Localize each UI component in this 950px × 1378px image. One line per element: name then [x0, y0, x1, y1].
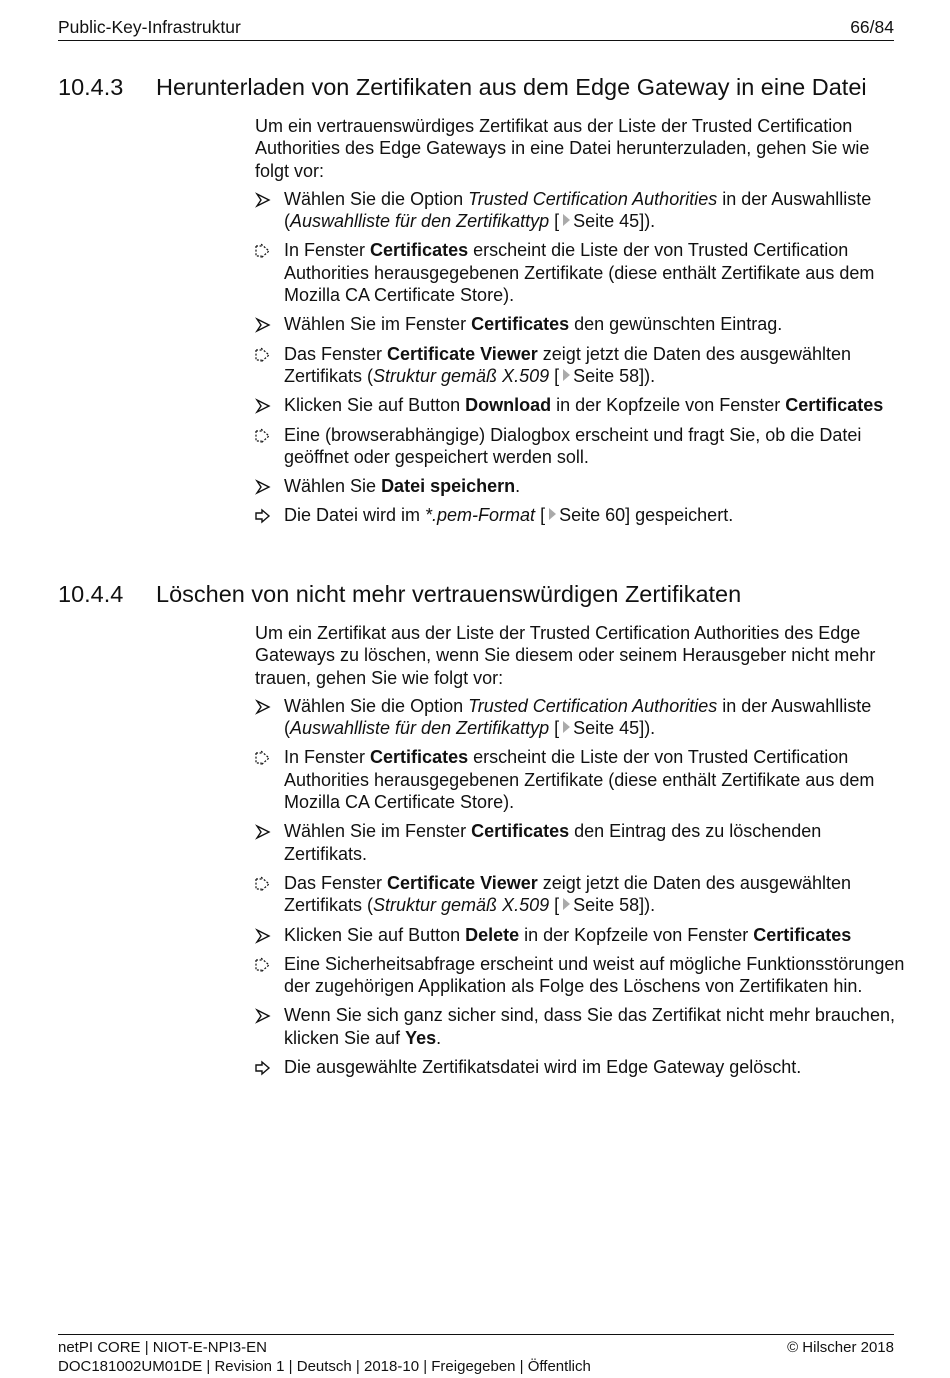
step-text	[284, 821, 821, 863]
step-text-part: [	[549, 895, 560, 916]
section-number: 10.4.3	[58, 74, 124, 100]
action-arrow-icon	[255, 928, 271, 944]
step-text-part: in der Kopfzeile von Fenster	[551, 395, 786, 416]
step-text-part: Klicken Sie auf Button	[284, 395, 466, 416]
action-arrow-icon	[255, 1008, 271, 1024]
step-item	[255, 820, 905, 865]
action-arrow-icon	[255, 479, 271, 495]
intermediate-result-icon	[255, 957, 271, 973]
step-text	[284, 1057, 801, 1077]
ui-term: Datei speichern	[381, 476, 516, 497]
step-item	[255, 239, 905, 306]
step-text-part: Wählen Sie die Option	[284, 695, 469, 716]
page-footer	[58, 1334, 894, 1376]
emphasis-term: Auswahlliste für den Zertifikattyp	[290, 718, 550, 739]
section-intro: Um ein vertrauenswürdiges Zertifikat aus der Liste der Trusted Certification Authorities des Edge Gateways in eine Datei herunterzuladen, gehen Sie wie folgt vor:	[255, 116, 870, 181]
step-text-part: in der Auswahlliste (	[284, 188, 872, 232]
section-body	[255, 115, 905, 534]
step-text	[284, 954, 904, 996]
step-text-part: Eine Sicherheitsabfrage erscheint und weist auf mögliche Funktionsstörungen der zugehörigen Applikation als Folge des Löschens von Zertifikaten hin.	[284, 953, 905, 997]
footer-copyright: © Hilscher 2018	[787, 1339, 894, 1356]
ui-term: Certificates	[471, 821, 570, 842]
emphasis-term: Auswahlliste für den Zertifikattyp	[290, 211, 550, 232]
step-item	[255, 504, 905, 526]
step-text	[284, 925, 851, 945]
step-text-part: [	[549, 365, 560, 386]
step-text-part: .	[436, 1027, 442, 1048]
emphasis-term: Trusted Certification Authorities	[468, 188, 718, 209]
section-intro: Um ein Zertifikat aus der Liste der Trusted Certification Authorities des Edge Gateways zu löschen, wenn Sie diesem oder seinem Herausgeber nicht mehr trauen, gehen Sie wie folgt vor:	[255, 623, 876, 688]
intermediate-result-icon	[255, 428, 271, 444]
step-text-part: Wählen Sie im Fenster	[284, 821, 472, 842]
step-text	[284, 314, 782, 334]
step-item	[255, 394, 905, 416]
step-text	[284, 1005, 895, 1047]
emphasis-term: Trusted Certification Authorities	[468, 695, 718, 716]
step-item	[255, 343, 905, 388]
cross-reference-icon[interactable]	[563, 369, 570, 381]
ui-term: Certificates	[370, 747, 469, 768]
step-text-part: Wählen Sie im Fenster	[284, 314, 472, 335]
step-item	[255, 1004, 905, 1049]
step-list	[255, 695, 905, 1078]
step-text-part: zeigt jetzt die Daten des ausgewählten Zertifikats (	[284, 343, 851, 386]
step-text-part: Das Fenster	[284, 343, 388, 364]
step-text-part: Eine (browserabhängige) Dialogbox erscheint und fragt Sie, ob die Datei geöffnet oder gespeichert werden soll.	[284, 424, 862, 467]
step-text-part: in der Kopfzeile von Fenster	[519, 924, 754, 945]
section-title: Herunterladen von Zertifikaten aus dem Edge Gateway in eine Datei	[156, 74, 867, 100]
intermediate-result-icon	[255, 347, 271, 363]
action-arrow-icon	[255, 192, 271, 208]
step-text-part: erscheint die Liste der von Trusted Certification Authorities herausgegebenen Zertifikate (diese enthält Zertifikate aus dem Mozilla CA Certificate Store).	[284, 747, 875, 813]
step-item	[255, 188, 905, 233]
step-text-part: Das Fenster	[284, 872, 388, 893]
ui-term: Certificate Viewer	[387, 872, 538, 893]
intermediate-result-icon	[255, 876, 271, 892]
step-text-part: Die ausgewählte Zertifikatsdatei wird im Edge Gateway gelöscht.	[284, 1057, 802, 1078]
step-text-part: In Fenster	[284, 747, 371, 768]
step-text-part: In Fenster	[284, 240, 371, 261]
step-item	[255, 924, 905, 946]
step-item	[255, 746, 905, 813]
ui-term: Yes	[405, 1027, 437, 1048]
ui-term: Certificates	[785, 395, 884, 416]
ui-term: Delete	[465, 924, 520, 945]
section-heading	[58, 579, 908, 609]
step-text	[284, 395, 883, 415]
step-text-part: Wählen Sie	[284, 476, 382, 497]
step-text	[284, 476, 520, 496]
footer-document-info: DOC181002UM01DE | Revision 1 | Deutsch | 2018-10 | Freigegeben | Öffentlich	[58, 1358, 591, 1375]
step-text-part: Die Datei wird im	[284, 505, 426, 526]
cross-reference-icon[interactable]	[563, 214, 570, 226]
intermediate-result-icon	[255, 243, 271, 259]
step-text	[284, 189, 871, 231]
step-list	[255, 188, 905, 527]
emphasis-term: Struktur gemäß X.509	[373, 365, 550, 386]
step-text-part: Seite 45]).	[573, 211, 656, 232]
step-text-part: Wählen Sie die Option	[284, 188, 469, 209]
ui-term: Certificates	[370, 240, 469, 261]
ui-term: Certificates	[471, 314, 570, 335]
action-arrow-icon	[255, 398, 271, 414]
step-text	[284, 873, 851, 915]
step-item	[255, 475, 905, 497]
step-text-part: Klicken Sie auf Button	[284, 924, 466, 945]
step-text-part: Seite 58]).	[573, 895, 656, 916]
header-title: Public-Key-Infrastruktur	[58, 17, 241, 37]
section-heading	[58, 72, 908, 102]
page-number: 66/84	[850, 17, 894, 37]
step-item	[255, 695, 905, 740]
step-item	[255, 424, 905, 469]
section-title: Löschen von nicht mehr vertrauenswürdigen Zertifikaten	[156, 581, 742, 607]
step-item	[255, 953, 905, 998]
step-text	[284, 747, 874, 812]
emphasis-term: Struktur gemäß X.509	[373, 895, 550, 916]
step-text-part: Seite 60] gespeichert.	[559, 505, 734, 526]
footer-product: netPI CORE | NIOT-E-NPI3-EN	[58, 1339, 267, 1356]
step-item	[255, 1056, 905, 1078]
step-text	[284, 425, 861, 467]
ui-term: Certificates	[753, 924, 852, 945]
section-body	[255, 622, 905, 1085]
step-text	[284, 696, 871, 738]
step-text-part: [	[549, 718, 560, 739]
cross-reference-icon[interactable]	[563, 898, 570, 910]
intermediate-result-icon	[255, 750, 271, 766]
step-text-part: Seite 45]).	[573, 718, 656, 739]
result-arrow-icon	[255, 1060, 271, 1076]
step-text-part: Seite 58]).	[573, 365, 656, 386]
step-text	[284, 240, 874, 305]
step-item	[255, 872, 905, 917]
step-text-part: .	[515, 476, 521, 497]
cross-reference-icon[interactable]	[563, 721, 570, 733]
cross-reference-icon[interactable]	[549, 508, 556, 520]
ui-term: Download	[465, 395, 552, 416]
step-item	[255, 313, 905, 335]
step-text-part: in der Auswahlliste (	[284, 695, 872, 739]
action-arrow-icon	[255, 824, 271, 840]
emphasis-term: *.pem-Format	[425, 505, 536, 526]
section-number: 10.4.4	[58, 581, 124, 607]
result-arrow-icon	[255, 508, 271, 524]
action-arrow-icon	[255, 699, 271, 715]
ui-term: Certificate Viewer	[387, 343, 538, 364]
step-text-part: erscheint die Liste der von Trusted Certification Authorities herausgegebenen Zertifikate (diese enthält Zertifikate aus dem Mozilla CA Certificate Store).	[284, 240, 875, 306]
step-text-part: [	[549, 211, 560, 232]
step-text	[284, 344, 851, 386]
step-text-part: zeigt jetzt die Daten des ausgewählten Zertifikats (	[284, 872, 851, 916]
step-text-part: Wenn Sie sich ganz sicher sind, dass Sie das Zertifikat nicht mehr brauchen, klicken Sie auf	[284, 1005, 895, 1048]
step-text-part: [	[535, 505, 546, 526]
step-text	[284, 505, 733, 525]
page-header	[58, 14, 894, 41]
step-text-part: den gewünschten Eintrag.	[569, 314, 783, 335]
action-arrow-icon	[255, 317, 271, 333]
step-text-part: den Eintrag des zu löschenden Zertifikats.	[284, 821, 822, 864]
